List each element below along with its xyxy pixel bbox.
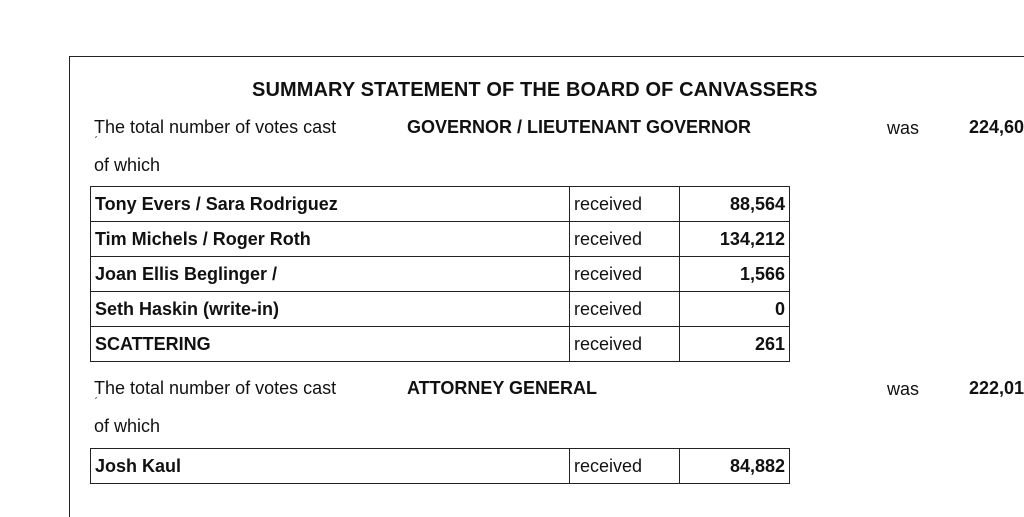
table-row: [91, 327, 790, 362]
vote-count: 261: [680, 327, 790, 362]
results-table-attorney-general: [90, 448, 790, 484]
candidate-name: Josh Kaul: [91, 449, 570, 484]
was-label: was: [887, 379, 920, 399]
candidate-name: Seth Haskin (write-in): [91, 292, 570, 327]
candidate-name: Joan Ellis Beglinger /: [91, 257, 570, 292]
candidate-name: Tim Michels / Roger Roth: [91, 222, 570, 257]
vote-count: 84,882: [680, 449, 790, 484]
received-label: received: [570, 222, 680, 257]
stray-mark: ˊ: [94, 395, 98, 409]
vote-count: 88,564: [680, 187, 790, 222]
of-which-label: of which: [94, 155, 161, 175]
stray-mark: ˊ: [94, 134, 98, 148]
received-label: received: [570, 327, 680, 362]
office-name: ATTORNEY GENERAL: [407, 378, 598, 398]
votes-cast-intro: The total number of votes cast: [94, 378, 337, 398]
votes-cast-intro: The total number of votes cast: [94, 117, 337, 137]
vote-count: 134,212: [680, 222, 790, 257]
received-label: received: [570, 449, 680, 484]
document-title: SUMMARY STATEMENT OF THE BOARD OF CANVASSERS: [252, 79, 818, 101]
table-row: [91, 187, 790, 222]
office-name: GOVERNOR / LIEUTENANT GOVERNOR: [407, 117, 752, 137]
office-total: 224,60: [969, 117, 1024, 137]
vote-count: 1,566: [680, 257, 790, 292]
table-row: [91, 449, 790, 484]
table-row: [91, 222, 790, 257]
table-row: [91, 292, 790, 327]
was-label: was: [887, 118, 920, 138]
received-label: received: [570, 257, 680, 292]
received-label: received: [570, 187, 680, 222]
table-row: [91, 257, 790, 292]
candidate-name: SCATTERING: [91, 327, 570, 362]
of-which-label: of which: [94, 416, 161, 436]
results-table-governor: [90, 186, 790, 362]
vote-count: 0: [680, 292, 790, 327]
received-label: received: [570, 292, 680, 327]
candidate-name: Tony Evers / Sara Rodriguez: [91, 187, 570, 222]
office-total: 222,01: [969, 378, 1024, 398]
